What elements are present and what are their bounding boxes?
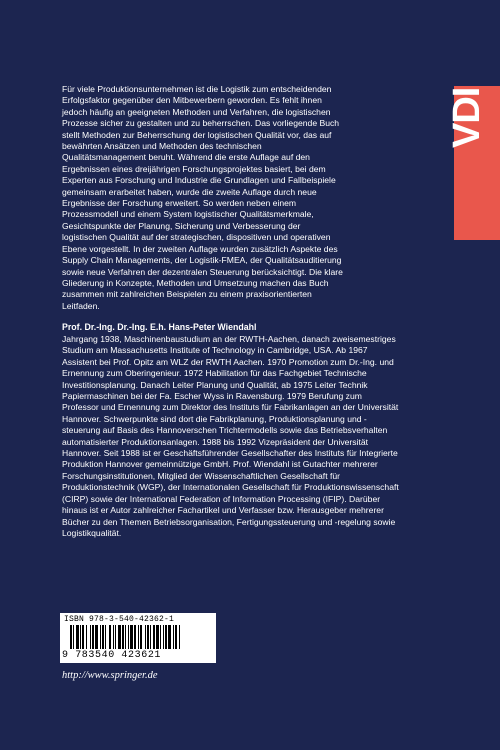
barcode-bar [156, 625, 159, 649]
barcode-bar [105, 625, 106, 649]
barcode-bar [145, 625, 146, 649]
publisher-website: http://www.springer.de [62, 670, 158, 681]
barcode-panel [60, 613, 216, 663]
barcode-bar [140, 625, 142, 649]
barcode-bar [138, 625, 139, 649]
barcode-bar [160, 625, 161, 649]
barcode-bar [92, 625, 94, 649]
barcode-bar [125, 625, 126, 649]
barcode-bar [175, 625, 177, 649]
barcode-bar [130, 625, 133, 649]
barcode-bar [76, 625, 79, 649]
barcode-bar [82, 625, 84, 649]
barcode-bar [118, 625, 121, 649]
barcode-bar [73, 625, 74, 649]
barcode-bar [134, 625, 136, 649]
barcode-bar [165, 625, 167, 649]
barcode-bar [150, 625, 151, 649]
author-name: Prof. Dr.-Ing. Dr.-Ing. E.h. Hans-Peter Wiendahl [62, 322, 257, 332]
barcode-bar [100, 625, 101, 649]
author-biography: Jahrgang 1938, Maschinenbaustudium an der RWTH-Aachen, danach zweisemestriges Studium am Massachusetts Institute of Technology in Cambridge, USA. Ab 1967 Assistent bei Prof. Opitz am WLZ der RWTH Aachen. 1970 Promotion zum Dr.-Ing. und Ernennung zum Oberingenieur. 1972 Habilitation für das Fachgebiet Technische Investitionsplanung. Danach Leiter Planung und Qualität, ab 1975 Leiter Technik Papiermaschinen bei der Fa. Escher Wyss in Ravensburg. 1979 Berufung zum Professor und Ernennung zum Direktor des Instituts für Fabrikanlagen an der Universität Hannover. Schwerpunkte sind dort die Fabrikplanung, Produktionsplanung und -steuerung auf Basis des Hannoverschen Trichtermodells sowie das Betriebsverhalten automatisierter Produktionsanlagen. 1988 bis 1992 Vizepräsident der Universität Hannover. Seit 1988 ist er Geschäftsführender Gesellschafter des Instituts für Integrierte Produktion Hannover gemeinnützige GmbH. Prof. Wiendahl ist Gutachter mehrerer Forschungsinstitutionen, Mitglied der Wissenschaftlichen Gesellschaft für Produktionstechnik (WGP), der Internationalen Gesellschaft für Produktionswissenschaft (CIRP) sowie der International Federation of Information Processing (IFIP). Darüber hinaus ist er Autor zahlreicher Fachartikel und Verfasser bzw. Herausgeber mehrerer Bücher zu den Themen Betriebsorganisation, Fertigungssteuerung und -regelung sowie Logistikqualität. [62, 334, 399, 538]
book-description: Für viele Produktionsunternehmen ist die Logistik zum entscheidenden Erfolgsfaktor gegenüber den Mitbewerbern geworden. Es fehlt ihnen jedoch häufig an geeigneten Methoden und Verfahren, die logistischen Prozesse sicher zu gestalten und zu beherrschen. Das vorliegende Buch stellt Methoden zur Beherrschung der logistischen Qualität vor, das auf bewährten Ansätzen und Methoden des technischen Qualitätsmanagement beruht. Während die erste Auflage auf den Ergebnissen eines dreijährigen Forschungsprojektes basiert, bei dem Experten aus Forschung und Industrie die Grundlagen und Fallbeispiele gemeinsam erarbeitet haben, wurde die zweite Auflage durch neue Ergebnisse der Forschung erweitert. So werden neben einem Prozessmodell und einem System logistischer Qualitätsmerkmale, Gesichtspunkte der Planung, Sicherung und Verbesserung der logistischen Qualität auf der strategischen, dispositiven und operativen Ebene vorgestellt. In der zweiten Auflage wurden zusätzlich Aspekte des Supply Chain Managements, der Logistik-FMEA, der Qualitätsauditierung sowie neue Verfahren der dezentralen Steuerung berücksichtigt. Die klare Gliederung in Konzepte, Methoden und Umsetzung machen das Buch zusammen mit zahlreichen Beispielen zu einem praxisorientierten Leitfaden. [62, 84, 343, 311]
barcode-image [70, 625, 212, 649]
barcode-bar [147, 625, 149, 649]
barcode-bar [173, 625, 174, 649]
barcode-digits: 9 783540 423621 [62, 650, 162, 661]
barcode-bar [168, 625, 171, 649]
barcode-bar [90, 625, 91, 649]
vdi-logo-text: VDI [446, 87, 488, 148]
barcode-bar [163, 625, 164, 649]
barcode-bar [70, 625, 72, 649]
barcode-bar [109, 625, 111, 649]
barcode-bar [153, 625, 155, 649]
barcode-bar [115, 625, 116, 649]
isbn-label: ISBN 978-3-540-42362-1 [64, 615, 175, 624]
barcode-bar [113, 625, 114, 649]
barcode-bar [80, 625, 81, 649]
barcode-bar [179, 625, 180, 649]
barcode-bar [122, 625, 124, 649]
barcode-bar [86, 625, 87, 649]
barcode-bar [128, 625, 129, 649]
barcode-bar [102, 625, 104, 649]
barcode-bar [95, 625, 98, 649]
